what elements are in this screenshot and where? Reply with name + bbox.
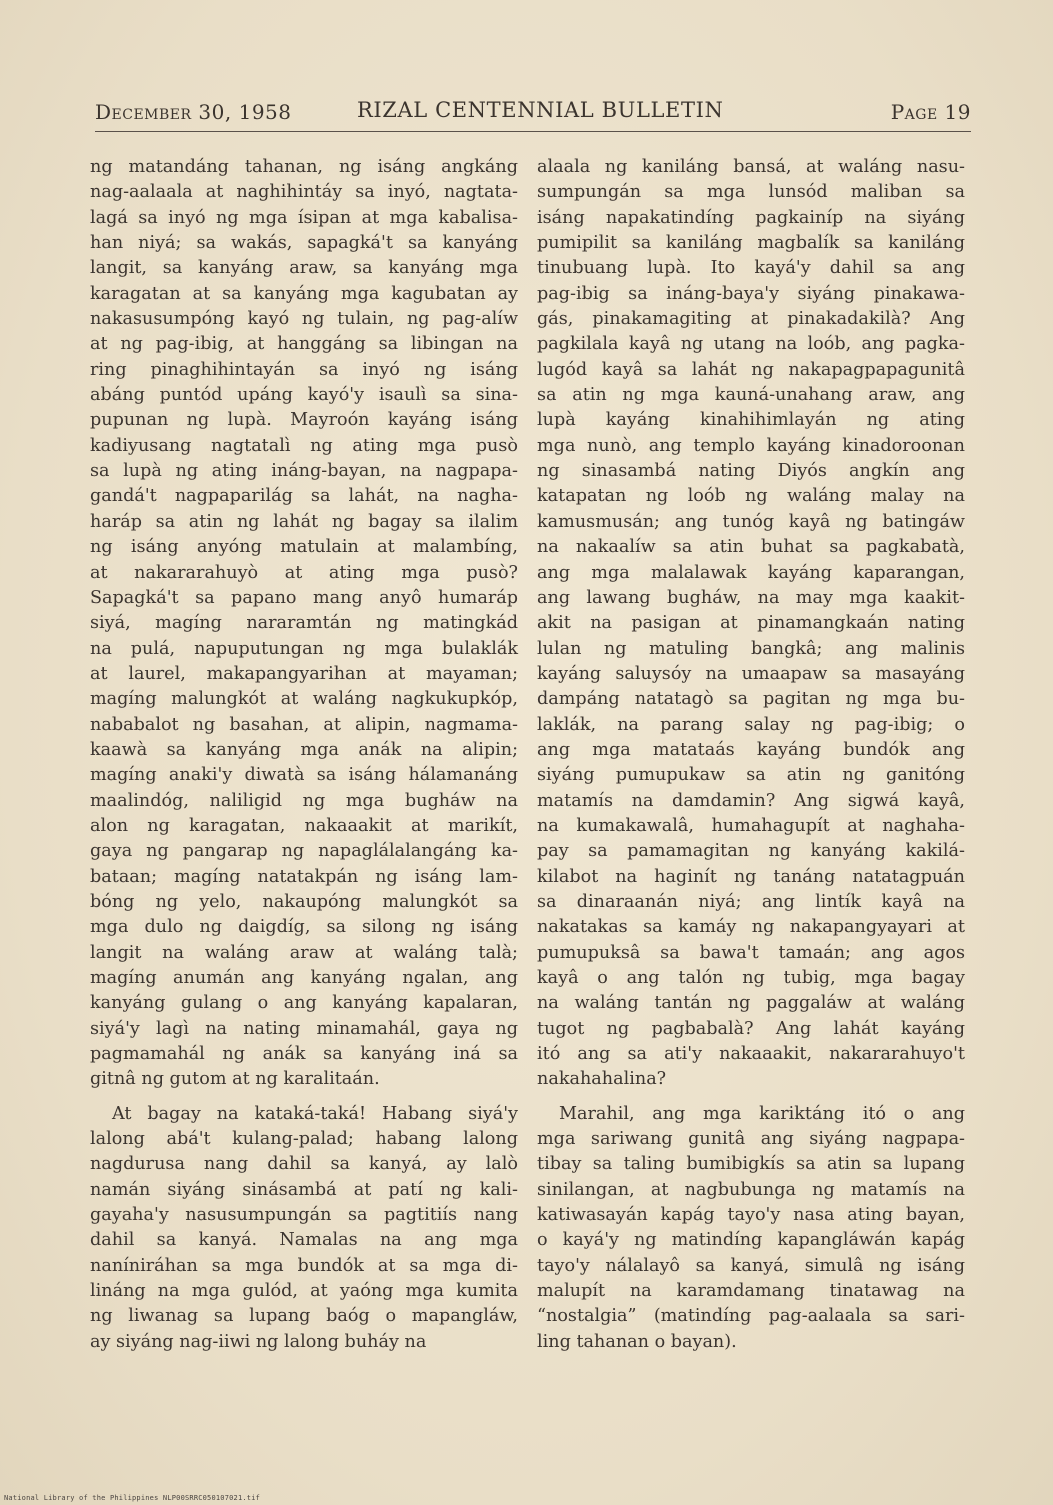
text-line: bóng ng yelo, nakaupóng malungkót sa [90, 891, 518, 912]
text-line: mga sariwang gunitâ ang siyáng nagpapa- [537, 1129, 965, 1150]
text-line: pay sa pamamagitan ng kanyáng kakilá- [537, 841, 965, 862]
text-line: namán siyáng sinásambá at patí ng kali- [90, 1179, 518, 1200]
paragraph-gap [537, 1093, 965, 1102]
text-line: o kayá'y ng matindíng kapangláwán kapág [537, 1230, 965, 1251]
text-line: kanyáng gulang o ang kanyáng kapalaran, [90, 993, 518, 1014]
text-line: nakahahalina? [537, 1069, 667, 1090]
paragraph-gap [90, 1093, 518, 1102]
text-line: gitnâ ng gutom at ng karalitaán. [90, 1069, 380, 1090]
text-line: kaawà sa kanyáng mga anák na alipin; [90, 739, 518, 760]
text-line: ring pinaghihintayán sa inyó ng isáng [90, 359, 518, 380]
text-line: na kumakawalâ, humahagupít at naghaha- [537, 815, 965, 836]
header-rule [95, 131, 971, 132]
text-line: kamusmusán; ang tunóg kayâ ng batingáw [537, 511, 965, 532]
text-line: gaya ng pangarap ng napaglálalangáng ka- [90, 841, 518, 862]
text-line: tinubuang lupà. Ito kayá'y dahil sa ang [537, 258, 965, 279]
text-line: magíng malungkót at waláng nagkukupkóp, [90, 689, 518, 710]
text-line: nakatakas sa kamáy ng nakapangyayari at [537, 917, 965, 938]
text-line: At bagay na kataká-taká! Habang siyá'y [112, 1103, 518, 1124]
text-line: mga dulo ng daigdíg, sa silong ng isáng [90, 917, 518, 938]
text-line: kayáng saluysóy na umaapaw sa masayáng [537, 663, 965, 684]
text-line: pagkilala kayâ ng utang na loób, ang pagka- [537, 334, 965, 355]
text-line: ng sinasambá nating Diyós angkín ang [537, 461, 965, 482]
text-line: sa atin ng mga kauná-unahang araw, ang [537, 385, 965, 406]
text-line: siyá, magíng nararamtán ng matingkád [90, 613, 518, 634]
text-line: tayo'y nálalayô sa kanyá, simulâ ng isáng [537, 1255, 965, 1276]
text-line: akit na pasigan at pinamangkaán nating [537, 613, 965, 634]
left-paragraph-2 [90, 1102, 518, 1355]
text-line: gás, pinakamagiting at pinakadakilà? Ang [537, 309, 965, 330]
text-line: malupít na karamdamang tinatawag na [537, 1281, 965, 1302]
text-line: sa lupà ng ating ináng-bayan, na nagpapa- [90, 461, 518, 482]
text-line: na pulá, napuputungan ng mga bulaklák [90, 638, 518, 659]
text-line: nababalot ng basahan, at alipin, nagmama- [90, 714, 518, 735]
left-column [90, 155, 518, 1355]
text-line: ng liwanag sa lupang baóg o mapangláw, [90, 1306, 518, 1327]
text-line: haráp sa atin ng lahát ng bagay sa ilalim [90, 511, 518, 532]
header-page-number: Page 19 [890, 100, 971, 124]
text-line: nakasusumpóng kayó ng tulain, ng pag-alíw [90, 309, 518, 330]
text-line: pumupuksâ sa bawa't tamaán; ang agos [537, 942, 965, 963]
text-line: kadiyusang nagtatalì ng ating mga pusò [90, 435, 518, 456]
right-paragraph-2 [537, 1102, 965, 1355]
text-line: lináng na mga gulód, at yaóng mga kumita [90, 1281, 518, 1302]
text-line: naníniráhan sa mga bundók at sa mga di- [90, 1255, 518, 1276]
text-line: ling tahanan o bayan). [537, 1331, 737, 1352]
text-line: tugot ng pagbabalà? Ang lahát kayáng [537, 1018, 965, 1039]
text-line: Sapagká't sa papano mang anyô humaráp [90, 587, 518, 608]
text-line: dampáng natatagò sa pagitan ng mga bu- [537, 689, 965, 710]
text-line: lalong abá't kulang-palad; habang lalong [90, 1129, 518, 1150]
text-line: ang mga matataás kayáng bundók ang [537, 739, 965, 760]
text-line: lugód kayâ sa lahát ng nakapagpapagunitâ [537, 359, 965, 380]
text-line: gandá't nagpaparilág sa lahát, na nagha- [90, 486, 518, 507]
text-line: langit na waláng araw at waláng talà; [90, 942, 518, 963]
text-line: siyá'y lagì na nating minamahál, gaya ng [90, 1018, 518, 1039]
text-line: at nakararahuyò at ating mga pusò? [90, 562, 518, 583]
scan-footer: National Library of the Philippines NLP00SRRC050107021.tif [4, 1494, 261, 1502]
text-line: karagatan at sa kanyáng mga kagubatan ay [90, 283, 518, 304]
text-line: kayâ o ang talón ng tubig, mga bagay [537, 968, 965, 988]
text-line: nagdurusa nang dahil sa kanyá, ay lalò [90, 1154, 518, 1175]
text-line: Marahil, ang mga kariktáng itó o ang [559, 1103, 965, 1124]
text-line: magíng anaki'y diwatà sa isáng hálamanáng [90, 765, 518, 786]
text-line: at ng pag-ibig, at hanggáng sa libingan na [90, 334, 518, 355]
text-line: nag-aalaala at naghihintáy sa inyó, nagtata- [90, 182, 518, 203]
text-line: abáng puntód upáng kayó'y isaulì sa sina- [90, 385, 518, 406]
text-line: sinilangan, at nagbubunga ng matamís na [537, 1179, 965, 1200]
text-line: na nakaalíw sa atin buhat sa pagkabatà, [537, 537, 965, 558]
text-line: magíng anumán ang kanyáng ngalan, ang [90, 968, 518, 988]
text-line: ay siyáng nag-iiwi ng lalong buháy na [90, 1331, 427, 1352]
text-line: pupunan ng lupà. Mayroón kayáng isáng [90, 410, 518, 431]
text-line: ng matandáng tahanan, ng isáng angkáng [90, 157, 518, 177]
text-line: lulan ng matuling bangkâ; ang malinis [537, 638, 965, 659]
text-line: gayaha'y nasusumpungán sa pagtitiís nang [90, 1205, 518, 1226]
text-line: at laurel, makapangyarihan at mayaman; [90, 663, 518, 684]
text-line: siyáng pumupukaw sa atin ng ganitóng [537, 765, 965, 786]
text-line: han niyá; sa wakás, sapagká't sa kanyáng [90, 233, 518, 254]
right-column [537, 155, 965, 1355]
text-line: dahil sa kanyá. Namalas na ang mga [90, 1230, 518, 1251]
left-paragraph-1 [90, 155, 518, 1093]
text-line: ang lawang bugháw, na may mga kaakit- [537, 587, 965, 608]
text-line: mga nunò, ang templo kayáng kinadoroonan [537, 435, 965, 456]
text-line: sumpungán sa mga lunsód maliban sa [537, 182, 965, 203]
text-line: laklák, na parang salay ng pag-ibig; o [537, 714, 965, 735]
text-line: pagmamahál ng anák sa kanyáng iná sa [90, 1044, 518, 1065]
text-line: itó ang sa ati'y nakaaakit, nakararahuyo't [537, 1044, 965, 1065]
text-line: lupà kayáng kinahihimlayán ng ating [537, 410, 965, 431]
text-line: “nostalgia” (matindíng pag-aalaala sa sari- [537, 1306, 965, 1327]
page-header [95, 98, 971, 128]
text-line: bataan; magíng natatakpán ng isáng lam- [90, 866, 518, 887]
text-line: sa dinaraanán niyá; ang lintík kayâ na [537, 891, 965, 912]
text-line: na waláng tantán ng paggaláw at waláng [537, 993, 965, 1014]
text-line: pumipilit sa kaniláng magbalík sa kaniláng [537, 233, 965, 254]
text-line: isáng napakatindíng pagkainíp na siyáng [537, 207, 965, 228]
text-line: ang mga malalawak kayáng kaparangan, [537, 562, 965, 583]
text-line: katiwasayán kapág tayo'y nasa ating bayan, [537, 1205, 965, 1226]
text-line: langit, sa kanyáng araw, sa kanyáng mga [90, 258, 518, 279]
text-line: lagá sa inyó ng mga ísipan at mga kabalisa- [90, 207, 518, 228]
text-line: katapatan ng loób ng waláng malay na [537, 486, 965, 507]
text-line: alaala ng kaniláng bansá, at waláng nasu- [537, 157, 965, 177]
text-line: tibay sa taling bumibigkís sa atin sa lupang [537, 1154, 965, 1175]
text-line: matamís na damdamin? Ang sigwá kayâ, [537, 790, 965, 811]
text-line: pag-ibig sa ináng-baya'y siyáng pinakawa- [537, 283, 965, 304]
text-line: maalindóg, naliligid ng mga bugháw na [90, 790, 518, 811]
text-line: ng isáng anyóng matulain at malambíng, [90, 537, 518, 558]
right-paragraph-1 [537, 155, 965, 1093]
text-line: alon ng karagatan, nakaaakit at marikít, [90, 815, 518, 836]
text-line: kilabot na haginít ng tanáng natatagpuán [537, 866, 965, 887]
header-date: December 30, 1958 [95, 100, 292, 124]
header-title: RIZAL CENTENNIAL BULLETIN [357, 98, 724, 122]
